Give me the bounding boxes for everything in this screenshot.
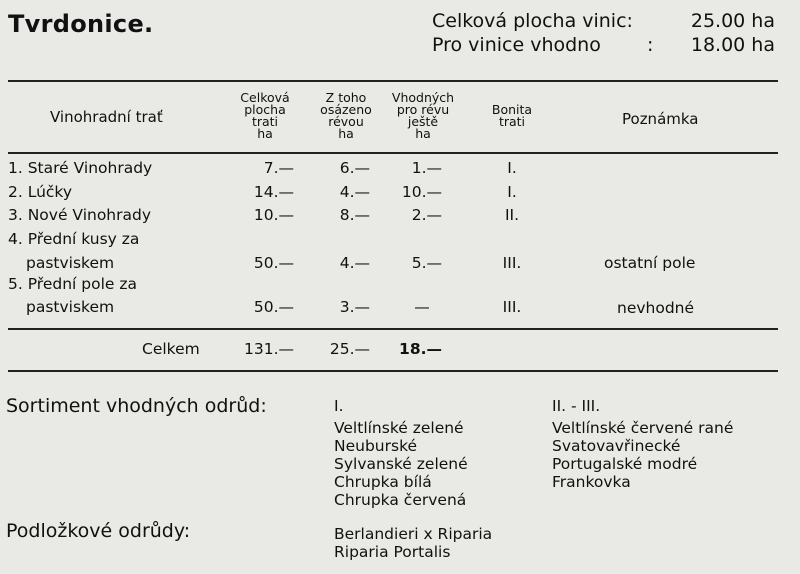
sortiment-group-1 [334, 397, 468, 509]
table-top-rule [8, 80, 778, 82]
podlozkove-list [334, 525, 492, 561]
col-header-poznamka: Poznámka [622, 110, 699, 128]
total-area-value: 25.00 ha [690, 10, 775, 32]
row-2-bonita: I. [507, 183, 517, 201]
row-4-trat-line1: 4. Přední kusy za [8, 230, 140, 248]
row-5-osazeno: 3.— [339, 298, 370, 316]
row-5-celkova: 50.— [253, 298, 294, 316]
row-3-vhodnych: 2.— [411, 206, 442, 224]
table-bottom-rule [8, 370, 778, 372]
sortiment-group-1-heading: I. [334, 397, 344, 415]
row-1-trat: 1. Staré Vinohrady [8, 159, 153, 177]
row-2-celkova: 14.— [253, 183, 294, 201]
row-2-vhodnych: 10.— [401, 183, 442, 201]
row-5-trat-line1: 5. Přední pole za [8, 275, 137, 293]
podlozkove-label: Podložkové odrůdy: [6, 520, 191, 542]
total-label: Celkem [142, 340, 200, 358]
list-item: Frankovka [552, 473, 631, 491]
row-5-trat-line2: pastviskem [26, 298, 115, 316]
list-item: Berlandieri x Riparia [334, 525, 493, 543]
total-area-label: Celková plocha vinic: [432, 10, 633, 32]
row-3-trat: 3. Nové Vinohrady [8, 206, 152, 224]
row-2-osazeno: 4.— [339, 183, 370, 201]
col-header-trat: Vinohradní trať [50, 108, 163, 126]
header-bottom-rule [8, 152, 778, 154]
list-item: Veltlínské zelené [334, 419, 464, 437]
row-3-celkova: 10.— [253, 206, 294, 224]
total-top-rule [8, 328, 778, 330]
page-title: Tvrdonice. [8, 10, 154, 38]
sortiment-label: Sortiment vhodných odrůd: [6, 395, 267, 417]
total-vhodnych: 18.— [399, 340, 442, 358]
row-3-osazeno: 8.— [339, 206, 370, 224]
list-item: Neuburské [334, 437, 418, 455]
row-4-osazeno: 4.— [339, 254, 370, 272]
row-3-bonita: II. [504, 206, 520, 224]
row-4-bonita: III. [502, 254, 522, 272]
sortiment-group-2 [552, 397, 733, 491]
row-1-vhodnych: 1.— [411, 159, 442, 177]
list-item: Veltlínské červené rané [552, 419, 734, 437]
total-osazeno: 25.— [329, 340, 370, 358]
list-item: Chrupka červená [334, 491, 467, 509]
suitable-area-colon: : [647, 34, 654, 56]
row-4-trat-line2: pastviskem [26, 254, 115, 272]
row-1-bonita: I. [507, 159, 517, 177]
suitable-area-value: 18.00 ha [690, 34, 775, 56]
row-5-vhodnych: — [414, 298, 430, 316]
row-5-bonita: III. [502, 298, 522, 316]
list-item: Riparia Portalis [334, 543, 451, 561]
col-header-celkova: Celková plocha trati ha [240, 90, 290, 141]
row-2-trat: 2. Lúčky [8, 183, 73, 201]
suitable-area-label: Pro vinice vhodno [432, 34, 601, 56]
row-1-osazeno: 6.— [339, 159, 370, 177]
col-header-bonita: Bonita trati [491, 102, 533, 129]
row-1-celkova: 7.— [263, 159, 294, 177]
list-item: Svatovavřinecké [552, 437, 681, 455]
col-header-vhodnych: Vhodných pro révu ještě ha [391, 90, 455, 141]
total-celkova: 131.— [243, 340, 294, 358]
row-4-poznamka: ostatní pole [604, 254, 696, 272]
list-item: Sylvanské zelené [334, 455, 468, 473]
row-4-vhodnych: 5.— [411, 254, 442, 272]
list-item: Portugalské modré [552, 455, 698, 473]
sortiment-group-2-heading: II. - III. [552, 397, 601, 415]
list-item: Chrupka bílá [334, 473, 432, 491]
row-4-celkova: 50.— [253, 254, 294, 272]
row-5-poznamka: nevhodné [617, 299, 695, 317]
col-header-osazeno: Z toho osázeno révou ha [320, 90, 372, 141]
